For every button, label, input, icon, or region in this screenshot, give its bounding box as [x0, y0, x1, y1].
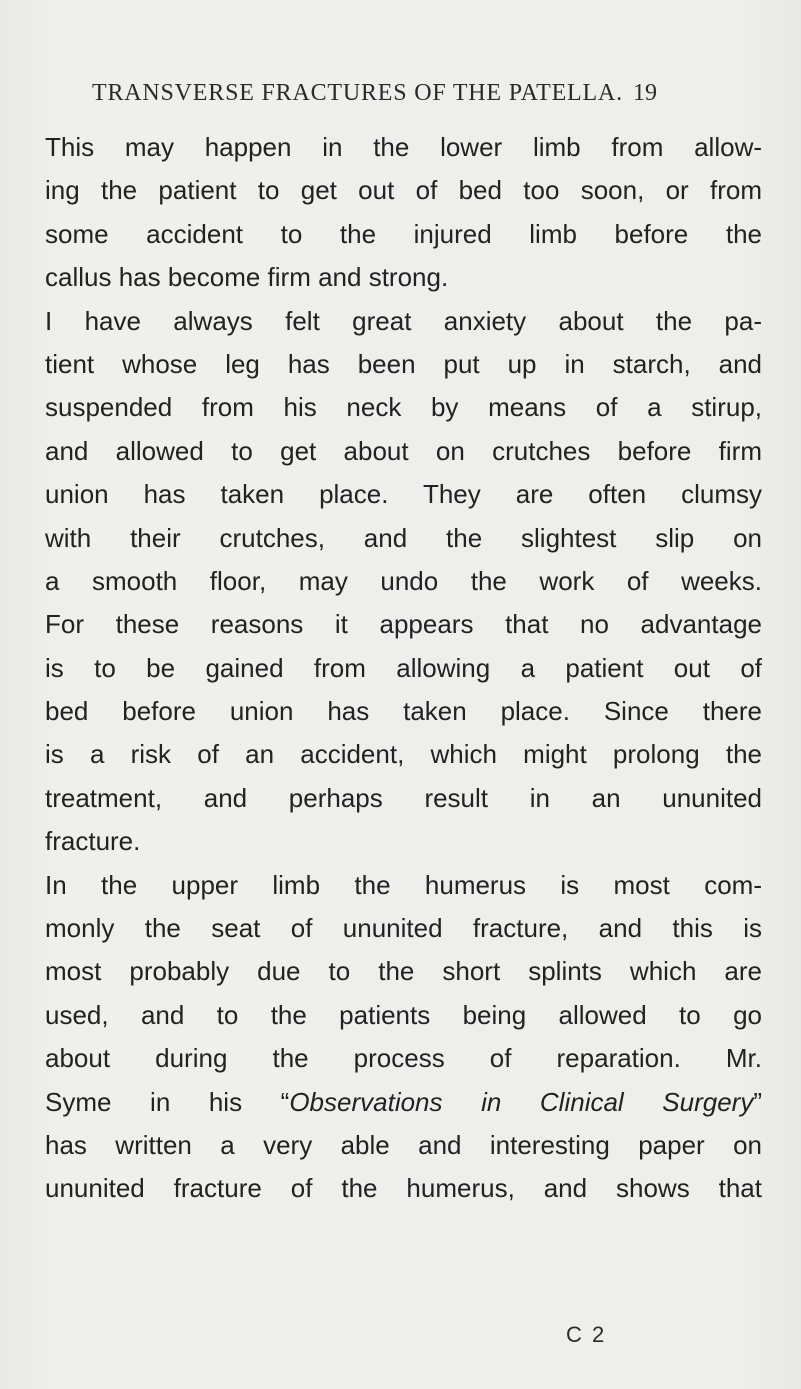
cited-work-title: Observations in Clinical Surgery	[289, 1086, 754, 1117]
text-line: bed before union has taken place. Since there	[45, 696, 762, 727]
text-line: most probably due to the short splints which are	[45, 956, 762, 987]
text-line: is a risk of an accident, which might prolong the	[45, 739, 762, 770]
running-head	[0, 76, 801, 112]
text-line: has written a very able and interesting paper on	[45, 1129, 762, 1160]
text-line: used, and to the patients being allowed to go	[45, 999, 762, 1030]
text-line: treatment, and perhaps result in an ununited	[45, 782, 762, 813]
page-number: 19	[633, 80, 657, 106]
text-line: tient whose leg has been put up in starch, and	[45, 348, 762, 379]
text-line: suspended from his neck by means of a stirup,	[45, 392, 762, 423]
running-title: TRANSVERSE FRACTURES OF THE PATELLA.	[92, 80, 623, 106]
text-line-citation	[45, 1081, 762, 1124]
text-line: This may happen in the lower limb from allow-	[45, 132, 762, 162]
text-line: I have always felt great anxiety about the pa-	[45, 305, 762, 336]
citation-lead-in: Syme in his “	[45, 1086, 290, 1117]
text-line: union has taken place. They are often clumsy	[45, 479, 762, 510]
body-text	[45, 126, 762, 1211]
text-line: monly the seat of ununited fracture, and this is	[45, 913, 762, 944]
text-line: In the upper limb the humerus is most com-	[45, 869, 762, 900]
text-line: about during the process of reparation. Mr.	[45, 1043, 762, 1074]
text-line: callus has become firm and strong.	[45, 262, 449, 293]
text-line: fracture.	[45, 826, 141, 857]
text-line: and allowed to get about on crutches before firm	[45, 435, 762, 466]
text-line: a smooth floor, may undo the work of weeks.	[45, 565, 762, 596]
text-line: is to be gained from allowing a patient out of	[45, 652, 762, 683]
text-line: ing the patient to get out of bed too soon, or from	[45, 175, 762, 206]
text-line: ununited fracture of the humerus, and shows that	[45, 1173, 762, 1204]
closing-quote: ”	[753, 1086, 762, 1117]
text-line: For these reasons it appears that no advantage	[45, 609, 762, 640]
text-line: with their crutches, and the slightest slip on	[45, 522, 762, 553]
signature-mark: C 2	[566, 1322, 607, 1347]
text-line: some accident to the injured limb before the	[45, 218, 762, 249]
